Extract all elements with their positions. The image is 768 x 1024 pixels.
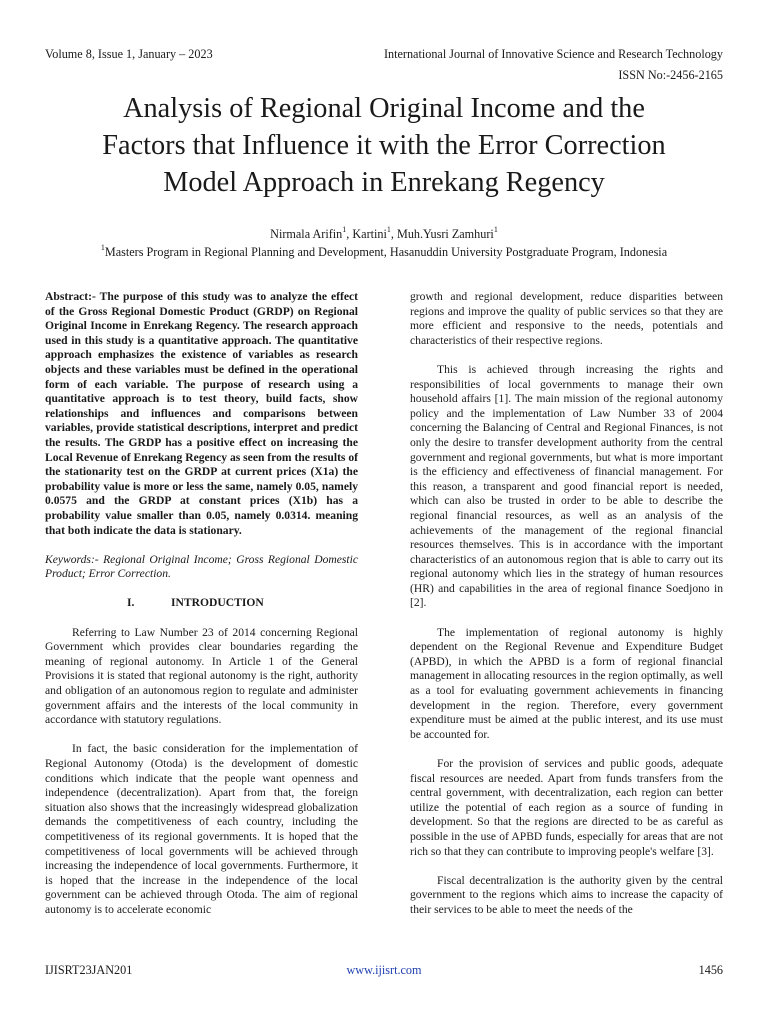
section-title: INTRODUCTION (171, 596, 264, 610)
issn: ISSN No:-2456-2165 (618, 68, 723, 82)
left-column (45, 290, 358, 918)
section-heading (45, 596, 358, 611)
author-list (40, 227, 728, 242)
body-paragraph: This is achieved through increasing the rights and responsibilities of local governments to manage their own household affairs [1]. The main mission of the regional autonomy policy and the implementation of Law Number 33 of 2004 concerning the Balancing of Central and Regional Finances, is not only the desire to transfer development authority from the central government and regional governments, but what is more important is the efficiency and effectiveness of financial management. For this reason, a transparent and good financial report is needed, which can also be trusted in order to be able to describe the regional financial resources, as well as an analysis of the achievements of the management of the regional financial resources themselves. This is in accordance with the important characteristics of an autonomous region that is able to carry out its regional autonomy which lies in the strategy of human resources (HR) and capabilities in the area of regional finance Soedjono in [2]. (410, 362, 723, 610)
author-affil-mark: 1 (493, 225, 498, 234)
title-line: Analysis of Regional Original Income and the (123, 93, 645, 124)
body-paragraph: growth and regional development, reduce disparities between regions and improve the quality of public services so that they are more efficient and responsive to the needs, potentials and characteristics of their respective regions. (410, 290, 723, 347)
right-column (410, 290, 723, 918)
author-affil-mark: 1 (386, 225, 391, 234)
page-number: 1456 (698, 963, 723, 977)
body-paragraph: In fact, the basic consideration for the implementation of Regional Autonomy (Otoda) is the development of domestic conditions which indicate that the people want openness and independence (decentralization). Apart from that, the foreign situation also shows that the increasingly widespread globalization demands the competitiveness of each country, including the competitiveness of its regional governments. It is hoped that the competitiveness of local governments will be achieved through increasing the independence of local governments. Furthermore, it is hoped that the increase in the independence of the local government can be achieved through Otoda. The aim of regional autonomy is to accelerate economic (45, 742, 358, 916)
author-name: Kartini (352, 227, 387, 241)
abstract: Abstract:- The purpose of this study was to analyze the effect of the Gross Regional Domestic Product (GRDP) on Regional Original Income in Enrekang Regency. The research approach used in this study is a quantitative approach. The quantitative approach emphasizes the existence of variables as research objects and these variables must be defined in the operational form of each variable. The purpose of research using a quantitative approach is to test theory, build facts, show relationships and influences and comparisons between variables, provide statistical descriptions, interpret and predict the results. The GRDP has a positive effect on increasing the Local Revenue of Enrekang Regency as seen from the results of the stationarity test on the GRDP at current prices (X1a) the probability value is more or less the same, namely 0.05, namely 0.0575 and the GRDP at constant prices (X1b) has a probability value smaller than 0.05, namely 0.0314. meaning that both indicate the data is stationary. (45, 290, 359, 537)
journal-name: International Journal of Innovative Science and Research Technology (383, 47, 723, 61)
body-paragraph: The implementation of regional autonomy is highly dependent on the Regional Revenue and Expenditure Budget (APBD), in which the APBD is a form of regional financial management in allocating resources in the region optimally, as well as a tool for evaluating government achievements in financing development in the region. Therefore, every government expenditure must be aimed at the public interest, and its use must be accounted for. (410, 625, 723, 741)
body-paragraph: Fiscal decentralization is the authority given by the central government to the regions which aims to increase the capacity of their services to be able to meet the needs of the (410, 873, 723, 916)
author-name: Nirmala Arifin (270, 227, 343, 241)
keywords: Keywords:- Regional Original Income; Gross Regional Domestic Product; Error Correction. (45, 552, 358, 581)
author-separator: , (390, 227, 397, 241)
body-paragraph: Referring to Law Number 23 of 2014 concerning Regional Government which provides clear boundaries regarding the meaning of regional autonomy. In Article 1 of the General Provisions it is stated that regional autonomy is the right, authority and obligation of an autonomous region to regulate and administer government affairs and the interests of the local community in accordance with statutory regulations. (45, 625, 358, 727)
author-name: Muh.Yusri Zamhuri (396, 227, 494, 241)
body-paragraph: For the provision of services and public goods, adequate fiscal resources are needed. Apart from funds transfers from the central government, with decentralization, each region can better utilize the potential of each region as a source of funding in development. So that the regions are directed to be as careful as possible in the use of APBD funds, especially for areas that are not rich so that they can contribute to improving people's welfare [3]. (410, 757, 723, 858)
section-number: I. (127, 596, 135, 610)
journal-website-link[interactable]: www.ijisrt.com (346, 963, 422, 977)
affiliation-text: Masters Program in Regional Planning and Development, Hasanuddin University Postgraduate Program, Indonesia (104, 245, 668, 259)
paper-code: IJISRT23JAN201 (45, 963, 133, 977)
title-line: Factors that Influence it with the Error Correction (102, 130, 666, 161)
affiliation (40, 245, 728, 260)
affiliation-mark: 1 (100, 243, 105, 252)
author-separator: , (346, 227, 353, 241)
volume-issue: Volume 8, Issue 1, January – 2023 (45, 47, 213, 61)
title-line: Model Approach in Enrekang Regency (163, 167, 605, 198)
author-affil-mark: 1 (342, 225, 347, 234)
paper-title (40, 90, 728, 201)
